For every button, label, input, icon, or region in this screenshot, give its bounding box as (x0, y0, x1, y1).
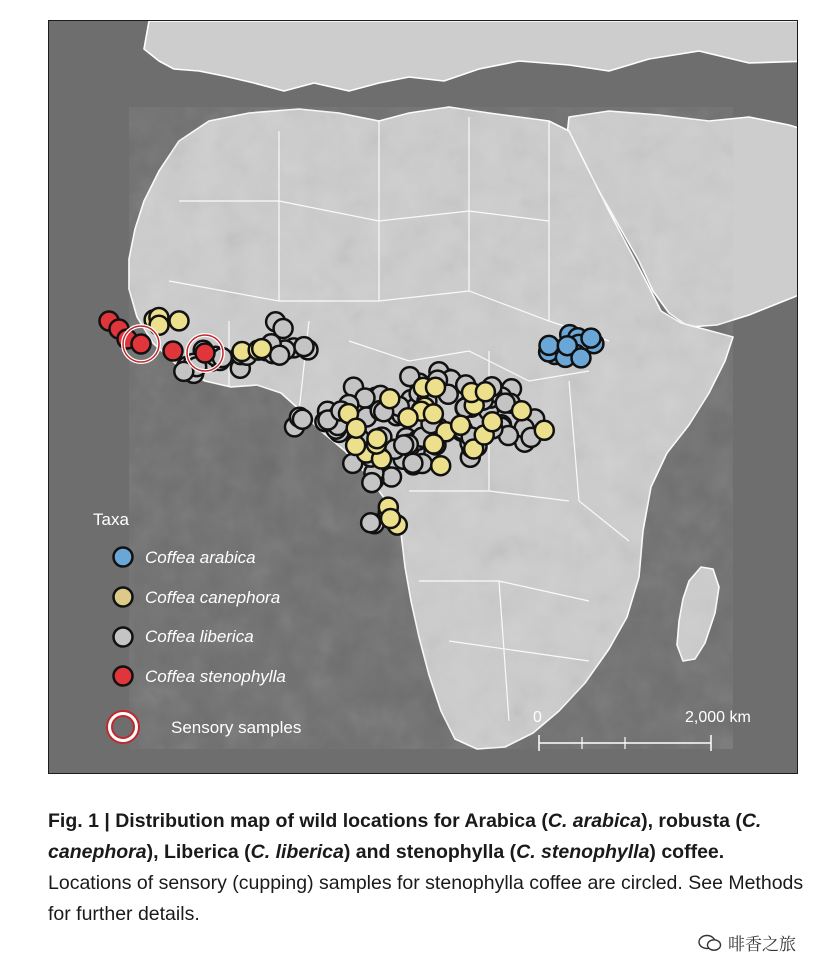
liberica-point (274, 319, 293, 338)
canephora-point (252, 339, 271, 358)
map-canvas (49, 21, 798, 774)
caption-title-arabica: C. arabica (547, 810, 642, 832)
caption-title-liberica: C. liberica (250, 841, 344, 863)
caption-title-2: ), robusta ( (641, 810, 742, 832)
caption-title-4: ) and stenophylla ( (343, 841, 517, 863)
stenophylla-point (132, 335, 151, 354)
legend-label-stenophylla: Coffea stenophylla (145, 667, 286, 686)
canephora-point (476, 382, 495, 401)
liberica-point (293, 410, 312, 429)
scale-start-label: 0 (533, 709, 542, 726)
legend-title: Taxa (93, 510, 129, 529)
arabica-point (572, 348, 591, 367)
liberica-point (361, 513, 380, 532)
canephora-point (451, 416, 470, 435)
canephora-point (424, 435, 443, 454)
legend (93, 510, 301, 743)
legend-swatch-stenophylla (114, 667, 133, 686)
wechat-icon (698, 934, 722, 952)
liberica-point (295, 337, 314, 356)
canephora-point (483, 412, 502, 431)
legend-label-sensory: Sensory samples (171, 718, 302, 737)
canephora-point (380, 389, 399, 408)
scale-end-label: 2,000 km (685, 709, 751, 726)
caption-title-stenophylla: C. stenophylla (516, 841, 650, 863)
legend-label-canephora: Coffea canephora (145, 588, 281, 607)
liberica-point (270, 346, 289, 365)
canephora-point (535, 421, 554, 440)
caption-title-canephora: C. canephora (48, 810, 762, 863)
scale-bar (533, 709, 751, 751)
legend-swatch-arabica (114, 548, 133, 567)
legend-item-liberica (114, 627, 254, 647)
watermark (698, 930, 796, 955)
canephora-point (426, 378, 445, 397)
canephora-point (170, 311, 189, 330)
figure-caption (48, 806, 808, 930)
liberica-point (403, 454, 422, 473)
arabica-point (582, 329, 601, 348)
madagascar-landmass (677, 567, 719, 661)
liberica-point (382, 468, 401, 487)
canephora-point (399, 408, 418, 427)
caption-body: Locations of sensory (cupping) samples for stenophylla coffee are circled. See Methods for further details. (48, 872, 804, 925)
canephora-point (512, 401, 531, 420)
legend-swatch-canephora (114, 588, 133, 607)
legend-sensory-ring-inner (112, 716, 134, 738)
distribution-map (48, 20, 798, 774)
legend-item-arabica (114, 548, 256, 568)
legend-swatch-liberica (114, 628, 133, 647)
legend-label-liberica: Coffea liberica (145, 627, 254, 646)
canephora-point (347, 419, 366, 438)
arabica-point (540, 336, 559, 355)
legend-item-stenophylla (114, 667, 286, 687)
caption-title-1: Distribution map of wild locations for Arabica ( (115, 810, 548, 832)
canephora-point (381, 509, 400, 528)
caption-fig-label: Fig. 1 | (48, 810, 116, 832)
caption-title-3: ), Liberica ( (146, 841, 251, 863)
liberica-point (394, 435, 413, 454)
legend-item-sensory (107, 711, 301, 743)
canephora-point (424, 404, 443, 423)
europe-landmass (144, 21, 798, 91)
legend-item-canephora (114, 588, 281, 608)
stenophylla-point (164, 342, 183, 361)
legend-label-arabica: Coffea arabica (145, 548, 256, 567)
canephora-point (367, 429, 386, 448)
caption-title-5: ) coffee. (649, 841, 725, 863)
watermark-text: 啡香之旅 (728, 935, 796, 955)
stenophylla-point (196, 344, 215, 363)
liberica-point (362, 473, 381, 492)
canephora-point (431, 456, 450, 475)
